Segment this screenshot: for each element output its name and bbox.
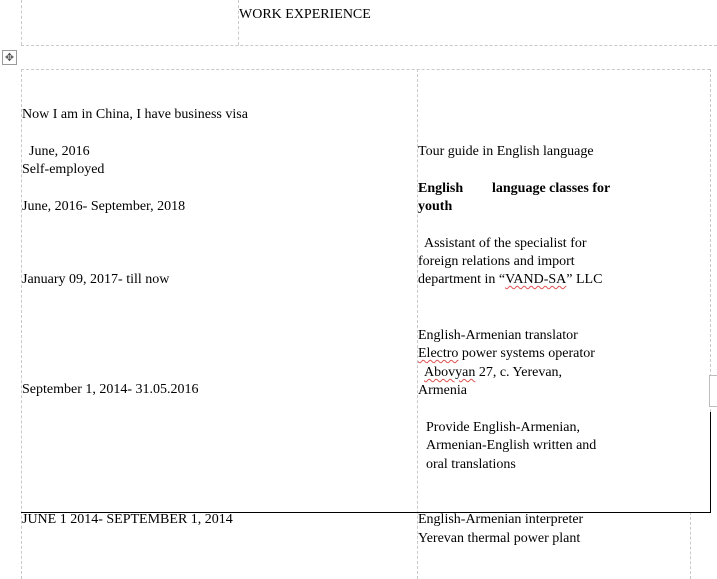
assistant-text-pre: department in “	[418, 272, 506, 287]
current-status-text: Now I am in China, I have business visa	[22, 107, 248, 122]
translator-text: English-Armenian translator	[418, 328, 578, 343]
date-june-2016: June, 2016	[29, 144, 90, 159]
self-employed-text: Self-employed	[22, 162, 105, 177]
provide-text-line2: Armenian-English written and	[426, 438, 597, 453]
assistant-text-post: ” LLC	[566, 272, 603, 287]
date-range-2014-2016: September 1, 2014- 31.05.2016	[22, 382, 199, 397]
date-range-2016-2018: June, 2016- September, 2018	[22, 199, 186, 214]
power-plant-text: Yerevan thermal power plant	[418, 531, 581, 546]
interpreter-text: English-Armenian interpreter	[418, 512, 584, 527]
side-scroll-tab[interactable]	[709, 375, 717, 407]
move-handle-icon[interactable]: ✥	[2, 50, 17, 65]
assistant-text-line3	[418, 271, 602, 289]
operator-text	[418, 345, 595, 363]
table-gridline	[21, 45, 717, 46]
provide-text-line3: oral translations	[426, 457, 516, 472]
assistant-text-line1: Assistant of the specialist for	[424, 236, 587, 251]
tour-guide-text: Tour guide in English language	[418, 144, 594, 159]
operator-text-rest: power systems operator	[458, 346, 595, 361]
address-street: Abovyan	[424, 365, 476, 380]
classes-word-english: English	[418, 181, 464, 196]
assistant-text-line2: foreign relations and import	[418, 254, 575, 269]
table-gridline	[21, 0, 22, 45]
company-name: VAND-SA	[505, 272, 567, 287]
address-line1	[424, 364, 562, 382]
table-gridline	[21, 69, 710, 70]
table-gridline	[690, 512, 691, 579]
date-range-2017-now: January 09, 2017- till now	[22, 272, 170, 287]
address-rest: 27, c. Yerevan,	[475, 365, 563, 380]
classes-text-line2: youth	[418, 199, 453, 214]
address-line2: Armenia	[418, 383, 467, 398]
table-border	[710, 412, 711, 512]
section-heading: WORK EXPERIENCE	[239, 7, 371, 22]
table-gridline	[21, 69, 22, 579]
date-range-june-sept-2014: JUNE 1 2014- SEPTEMBER 1, 2014	[22, 512, 233, 527]
classes-text-line1: language classes for	[492, 181, 611, 196]
operator-word-electro: Electro	[418, 346, 459, 361]
provide-text-line1: Provide English-Armenian,	[426, 420, 580, 435]
